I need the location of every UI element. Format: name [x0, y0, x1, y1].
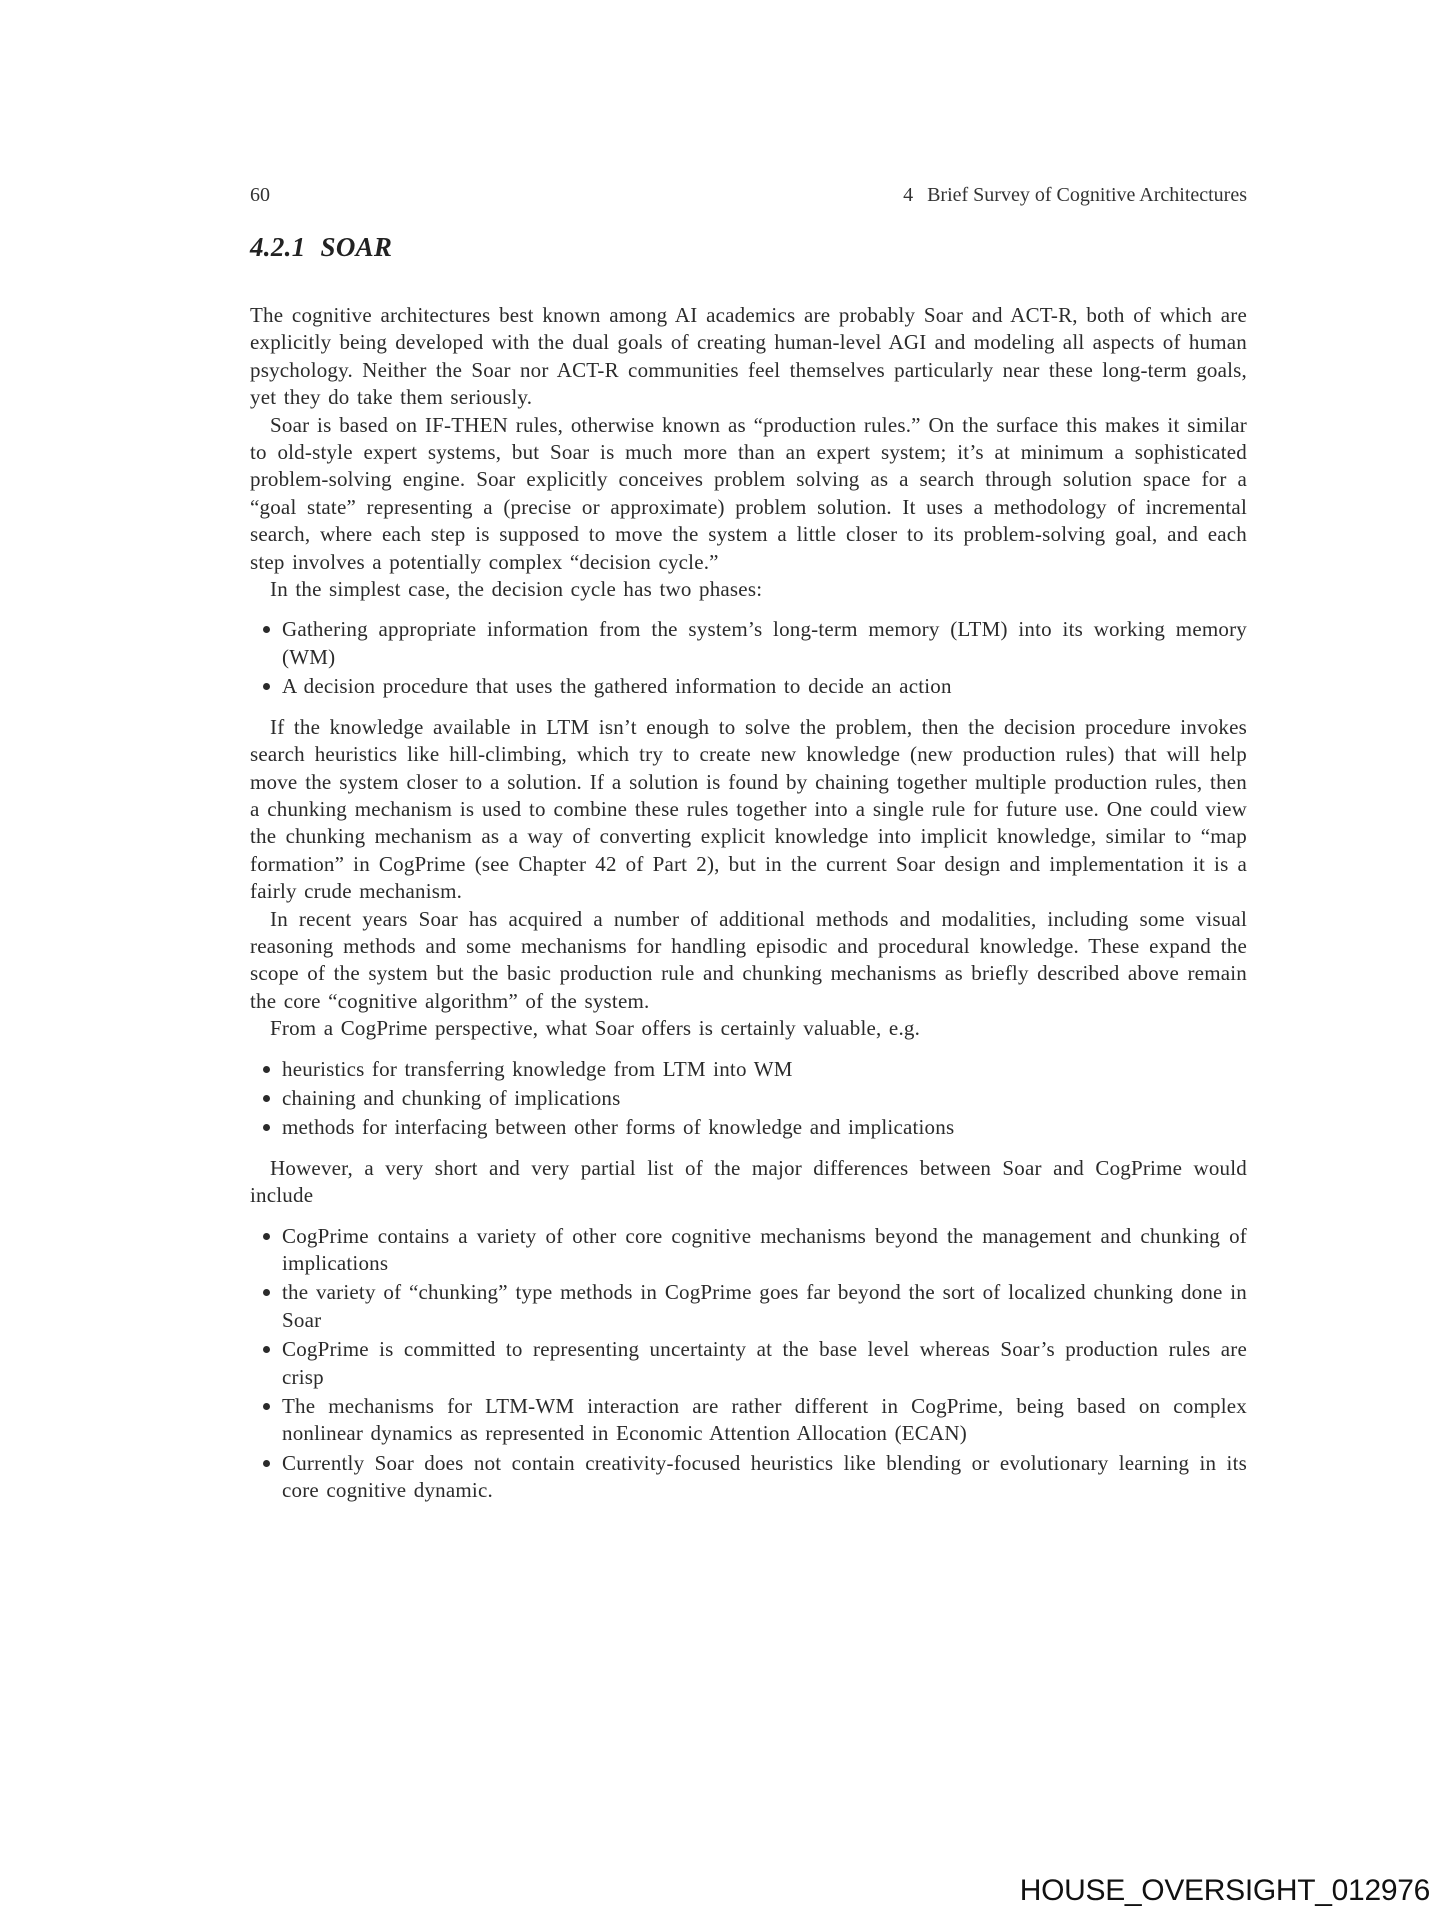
list-item	[282, 1279, 1247, 1334]
list-item-text: methods for interfacing between other forms of knowledge and implications	[282, 1115, 955, 1140]
list-item	[282, 1114, 1247, 1141]
list-item	[282, 1056, 1247, 1083]
list-item	[282, 1085, 1247, 1112]
list-item-text: CogPrime is committed to representing uncertainty at the base level whereas Soar’s production rules are crisp	[282, 1337, 1247, 1389]
chapter-title: Brief Survey of Cognitive Architectures	[927, 184, 1247, 206]
list-item-text: the variety of “chunking” type methods in CogPrime goes far beyond the sort of localized chunking done in Soar	[282, 1280, 1247, 1332]
list-item-text: Gathering appropriate information from the system’s long-term memory (LTM) into its working memory (WM)	[282, 617, 1247, 669]
differences-list	[250, 1223, 1247, 1505]
paragraph-decision-cycle: In the simplest case, the decision cycle has two phases:	[270, 577, 763, 602]
paragraph-soar-rules: Soar is based on IF-THEN rules, otherwise known as “production rules.” On the surface this makes it similar to old-style expert systems, but Soar is much more than an expert system; it’s at minimum a sophisticated problem-solving engine. Soar explicitly conceives problem solving as a search through solution space for a “goal state” representing a (precise or approximate) problem solution. It uses a methodology of incremental search, where each step is supposed to move the system a little closer to its problem-solving goal, and each step involves a potentially complex “decision cycle.”	[250, 412, 1247, 574]
bullet-icon	[263, 1460, 270, 1467]
text-column	[250, 183, 1247, 1518]
bullet-icon	[263, 1066, 270, 1073]
list-item-text: Currently Soar does not contain creativity-focused heuristics like blending or evolutionary learning in its core cognitive dynamic.	[282, 1450, 1247, 1503]
list-item	[282, 616, 1247, 671]
bullet-icon	[263, 1403, 270, 1410]
bullet-icon	[263, 1346, 270, 1353]
page-number: 60	[250, 184, 270, 206]
bullet-icon	[263, 683, 270, 690]
bullet-icon	[263, 1233, 270, 1240]
body-text	[250, 302, 1247, 1505]
list-item	[282, 1223, 1247, 1278]
bates-stamp: HOUSE_OVERSIGHT_012976	[1019, 1874, 1430, 1907]
paragraph-differences-intro: However, a very short and very partial list of the major differences between Soar and CogPrime would include	[250, 1155, 1247, 1208]
list-item-text: A decision procedure that uses the gathered information to decide an action	[282, 674, 952, 699]
bullet-icon	[263, 626, 270, 633]
list-item-text: The mechanisms for LTM-WM interaction are rather different in CogPrime, being based on complex nonlinear dynamics as represented in Economic Attention Allocation (ECAN)	[282, 1394, 1247, 1446]
paragraph-knowledge-ltm: If the knowledge available in LTM isn’t enough to solve the problem, then the decision procedure invokes search heuristics like hill-climbing, which try to create new knowledge (new production rules) that will help move the system closer to a solution. If a solution is found by chaining together multiple production rules, then a chunking mechanism is used to combine these rules together into a single rule for future use. One could view the chunking mechanism as a way of converting explicit knowledge into implicit knowledge, similar to “map formation” in CogPrime (see Chapter 42 of Part 2), but in the current Soar design and implementation it is a fairly crude mechanism.	[250, 714, 1247, 904]
running-header	[250, 183, 1247, 207]
bullet-icon	[263, 1095, 270, 1102]
list-item	[282, 1336, 1247, 1391]
list-item-text: CogPrime contains a variety of other core cognitive mechanisms beyond the management and chunking of implications	[282, 1223, 1247, 1275]
running-title	[903, 183, 1247, 207]
paragraph-intro: The cognitive architectures best known among AI academics are probably Soar and ACT-R, both of which are explicitly being developed with the dual goals of creating human-level AGI and modeling all aspects of human psychology. Neither the Soar nor ACT-R communities feel themselves particularly near these long-term goals, yet they do take them seriously.	[250, 303, 1247, 410]
chapter-number: 4	[903, 184, 914, 206]
section-number: 4.2.1	[250, 232, 306, 262]
paragraph-cogprime-perspective: From a CogPrime perspective, what Soar offers is certainly valuable, e.g.	[270, 1016, 921, 1041]
paragraph-recent-years: In recent years Soar has acquired a number of additional methods and modalities, including some visual reasoning methods and some mechanisms for handling episodic and procedural knowledge. These expand the scope of the system but the basic production rule and chunking mechanisms as briefly described above remain the core “cognitive algorithm” of the system.	[250, 906, 1247, 1013]
section-title: SOAR	[320, 232, 393, 262]
soar-value-list	[250, 1056, 1247, 1142]
list-item-text: heuristics for transferring knowledge from LTM into WM	[282, 1056, 793, 1081]
decision-cycle-list	[250, 616, 1247, 700]
list-item-text: chaining and chunking of implications	[282, 1085, 621, 1110]
list-item	[282, 673, 1247, 700]
list-item	[282, 1450, 1247, 1505]
bullet-icon	[263, 1289, 270, 1296]
section-heading	[250, 233, 1247, 261]
bullet-icon	[263, 1124, 270, 1131]
list-item	[282, 1393, 1247, 1448]
